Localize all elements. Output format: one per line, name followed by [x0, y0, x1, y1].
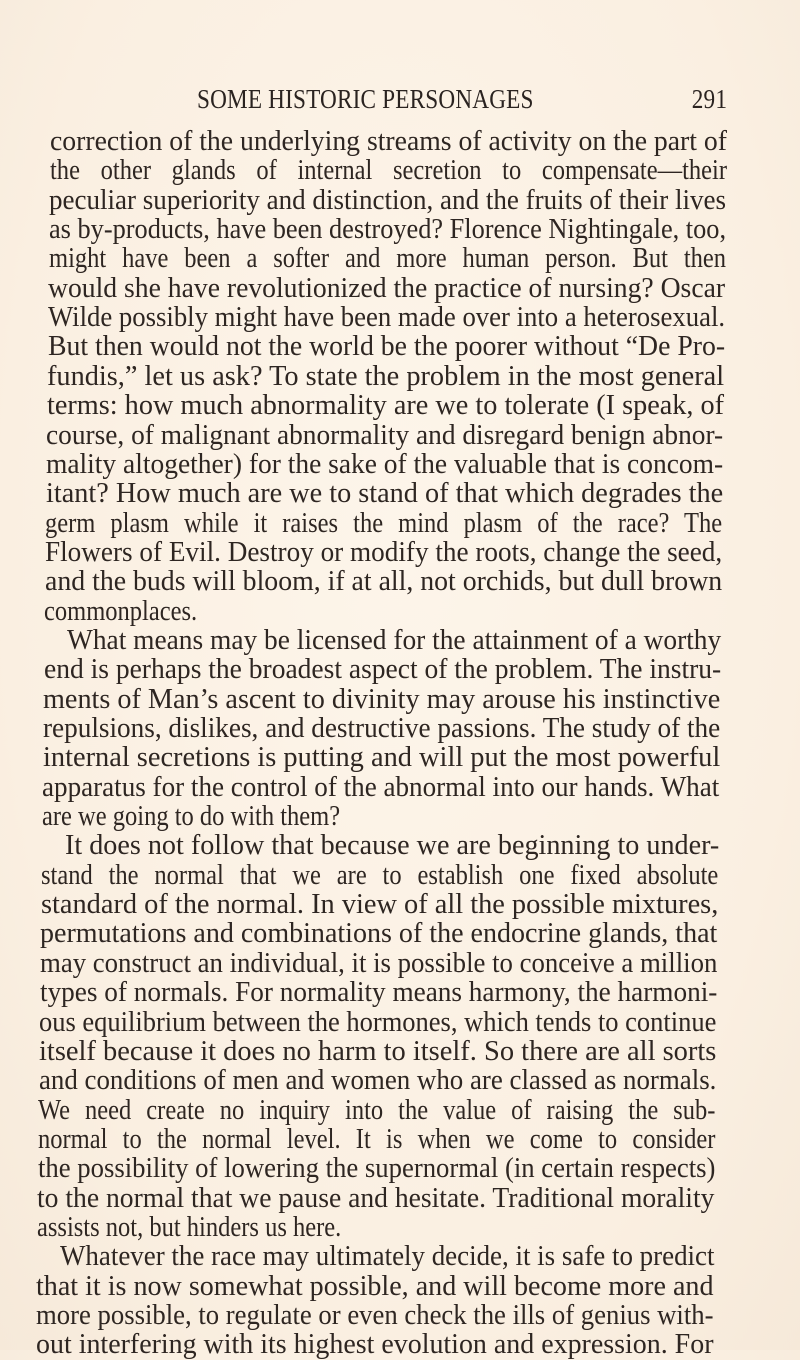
text-line: normal to the normal level. It is when we come to consider	[37, 1123, 716, 1155]
text-line: terms: how much abnormality are we to tolerate (I speak, of	[46, 390, 724, 422]
text-line: fundis,” let us ask? To state the problem in the most general	[47, 360, 725, 392]
text-line: Wilde possibly might have been made over into a heterosexual.	[47, 302, 725, 334]
text-line: may construct an individual, it is possible to conceive a million	[40, 947, 718, 979]
text-line: We need create no inquiry into the value of raising the sub-	[38, 1094, 716, 1126]
text-line: itant? How much are we to stand of that which degrades the	[45, 478, 723, 510]
page-number: 291	[691, 84, 727, 114]
text-line: Whatever the race may ultimately decide, it is safe to predict	[59, 1241, 715, 1273]
text-line: standard of the normal. In view of all the possible mixtures,	[40, 889, 719, 921]
text-line: What means may be licensed for the attainment of a worthy	[66, 624, 722, 656]
text-line: mality altogether) for the sake of the valuable that is concom-	[46, 448, 724, 480]
text-line: would she have revolutionized the practice of nursing? Oscar	[48, 272, 726, 304]
text-line: permutations and combinations of the endocrine glands, that	[40, 918, 718, 950]
text-line: as by-products, have been destroyed? Florence Nightingale, too,	[48, 214, 726, 246]
text-line: It does not follow that because we are beginning to under-	[64, 830, 719, 862]
text-line: itself because it does no harm to itself. So there are all sorts	[39, 1035, 717, 1067]
text-line: out interfering with its highest evolution and expression. For	[35, 1329, 713, 1360]
text-line: ous equilibrium between the hormones, which tends to continue	[39, 1006, 717, 1038]
text-line: peculiar superiority and distinction, and the fruits of their lives	[49, 184, 727, 216]
text-line: types of normals. For normality means harmony, the harmoni-	[39, 977, 718, 1009]
text-line: ments of Man’s ascent to divinity may arouse his instinctive	[43, 683, 721, 715]
text-line: commonplaces.	[44, 595, 198, 627]
text-line: Flowers of Evil. Destroy or modify the roots, change the seed,	[45, 536, 723, 568]
text-line: and the buds will bloom, if at all, not orchids, but dull brown	[44, 566, 722, 598]
text-line: end is perhaps the broadest aspect of the problem. The instru-	[43, 654, 721, 686]
text-line: assists not, but hinders us here.	[36, 1211, 342, 1243]
text-line: and conditions of men and women who are classed as normals.	[38, 1065, 717, 1097]
text-line: the other glands of internal secretion to compensate—their	[49, 155, 727, 187]
text-line: course, of malignant abnormality and disregard benign abnor-	[46, 419, 724, 451]
text-line: to the normal that we pause and hesitate. Traditional morality	[37, 1182, 715, 1214]
text-line: internal secretions is putting and will put the most powerful	[42, 742, 720, 774]
text-line: are we going to do with them?	[41, 801, 340, 833]
text-line: might have been a softer and more human person. But then	[48, 243, 726, 275]
text-line: stand the normal that we are to establish one fixed absolute	[41, 859, 719, 891]
text-line: more possible, to regulate or even check the ills of genius with-	[35, 1300, 714, 1331]
text-line: the possibility of lowering the supernormal (in certain respects)	[37, 1153, 716, 1185]
text-line: repulsions, dislikes, and destructive passions. The study of the	[42, 713, 721, 744]
text-line: correction of the underlying streams of activity on the part of	[50, 126, 727, 157]
text-line: But then would not the world be the poorer without “De Pro-	[47, 331, 725, 363]
text-line: germ plasm while it raises the mind plasm of the race? The	[45, 507, 723, 539]
running-head-title: SOME HISTORIC PERSONAGES	[197, 84, 534, 114]
text-line: that it is now somewhat possible, and will become more and	[36, 1270, 714, 1302]
running-head	[197, 84, 727, 116]
text-line: apparatus for the control of the abnormal into our hands. What	[42, 771, 720, 803]
